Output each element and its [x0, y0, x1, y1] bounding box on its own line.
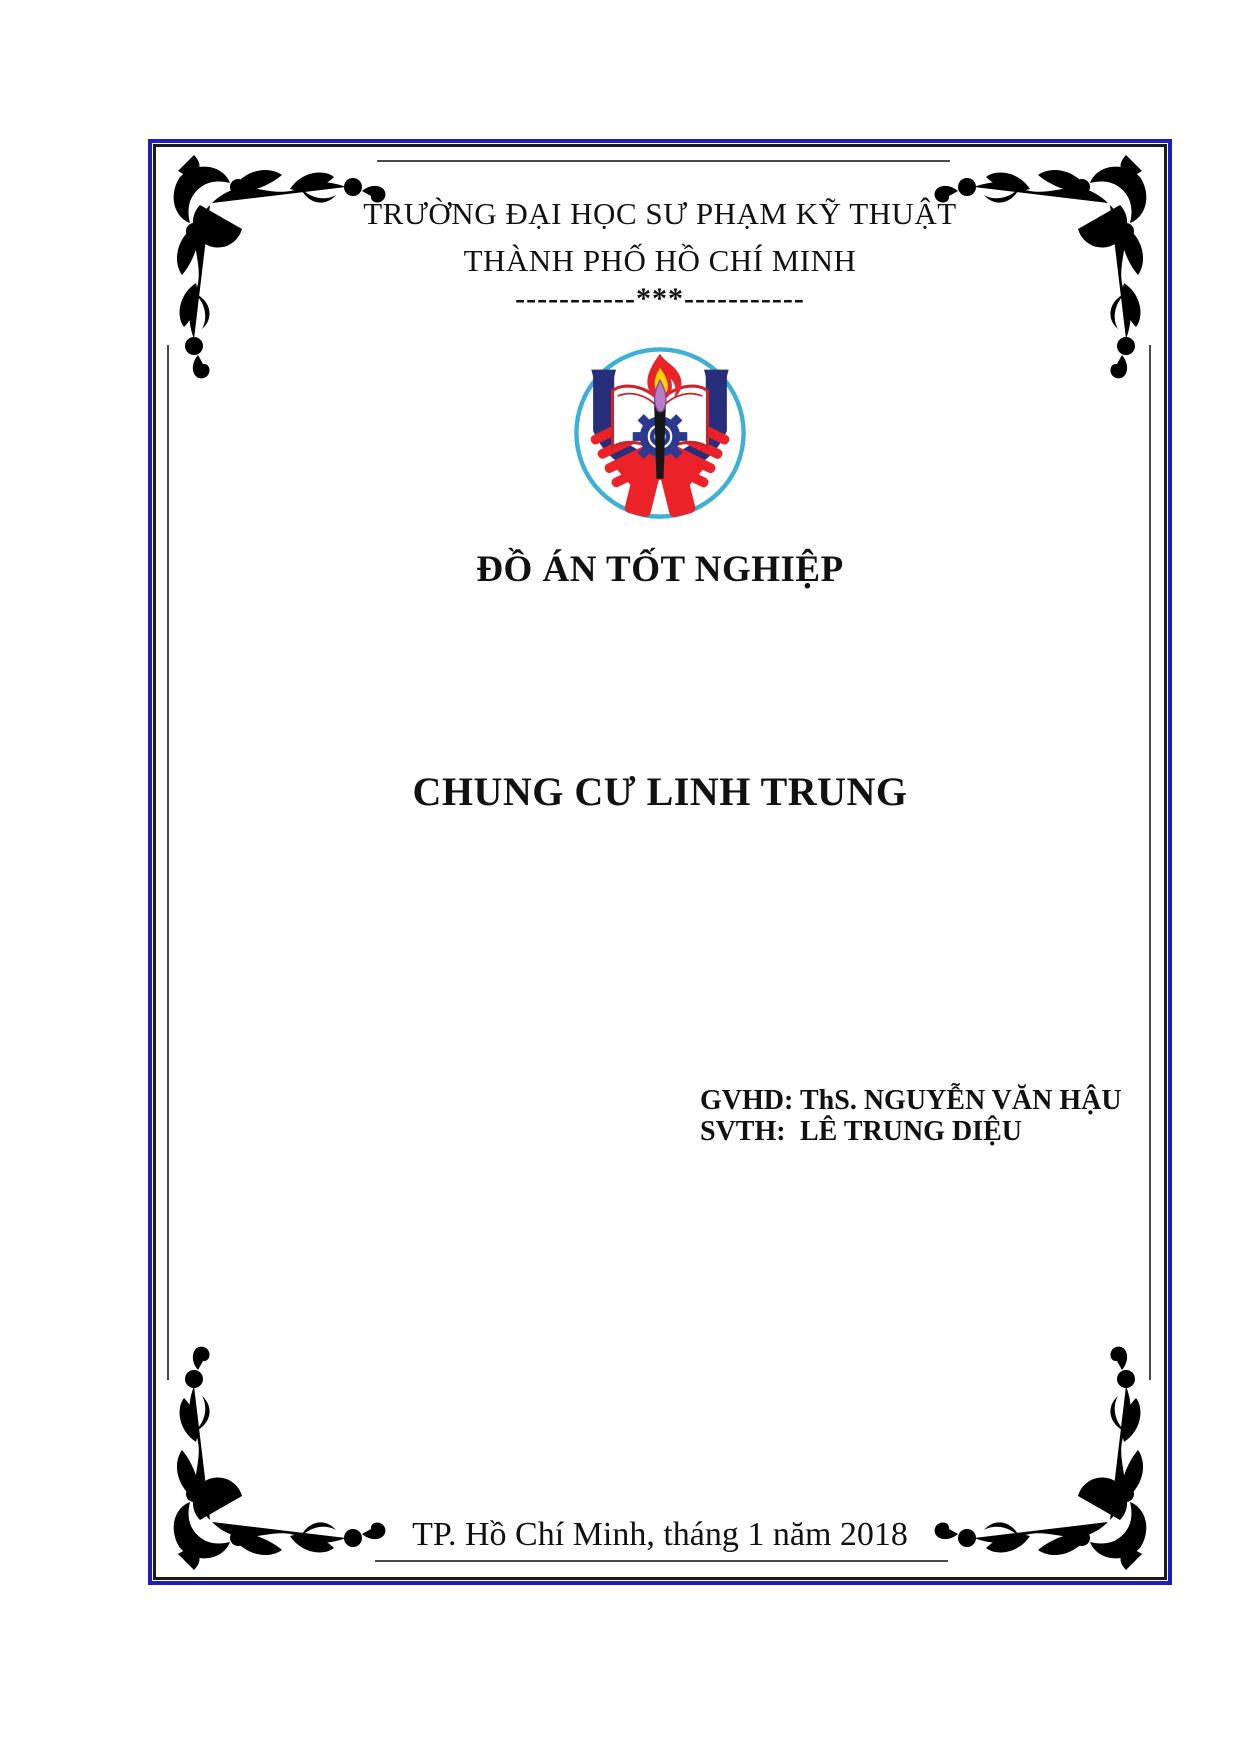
advisor-row: [700, 1085, 1122, 1116]
hcmute-logo-icon: [572, 345, 748, 521]
inner-rule-right: [1149, 345, 1151, 1380]
university-logo: [572, 345, 748, 521]
student-name: LÊ TRUNG DIỆU: [800, 1116, 1022, 1147]
university-name-line1: TRƯỜNG ĐẠI HỌC SƯ PHẠM KỸ THUẬT: [363, 196, 957, 231]
advisor-name: ThS. NGUYỄN VĂN HẬU: [800, 1085, 1122, 1116]
advisor-label: GVHD:: [700, 1085, 794, 1116]
header-separator: -----------***-----------: [515, 282, 805, 315]
people-block: [700, 1085, 1122, 1147]
inner-rule-left: [167, 345, 169, 1380]
thesis-title: CHUNG CƯ LINH TRUNG: [412, 769, 908, 814]
place-and-date: TP. Hồ Chí Minh, tháng 1 năm 2018: [412, 1516, 908, 1553]
student-label: SVTH:: [700, 1116, 786, 1147]
inner-rule-bottom: [375, 1560, 948, 1562]
university-header: [148, 190, 1172, 284]
student-row: [700, 1116, 1122, 1147]
inner-rule-top: [377, 160, 950, 162]
document-type-title: ĐỒ ÁN TỐT NGHIỆP: [476, 549, 844, 590]
university-name-line2: THÀNH PHỐ HỒ CHÍ MINH: [463, 243, 857, 278]
